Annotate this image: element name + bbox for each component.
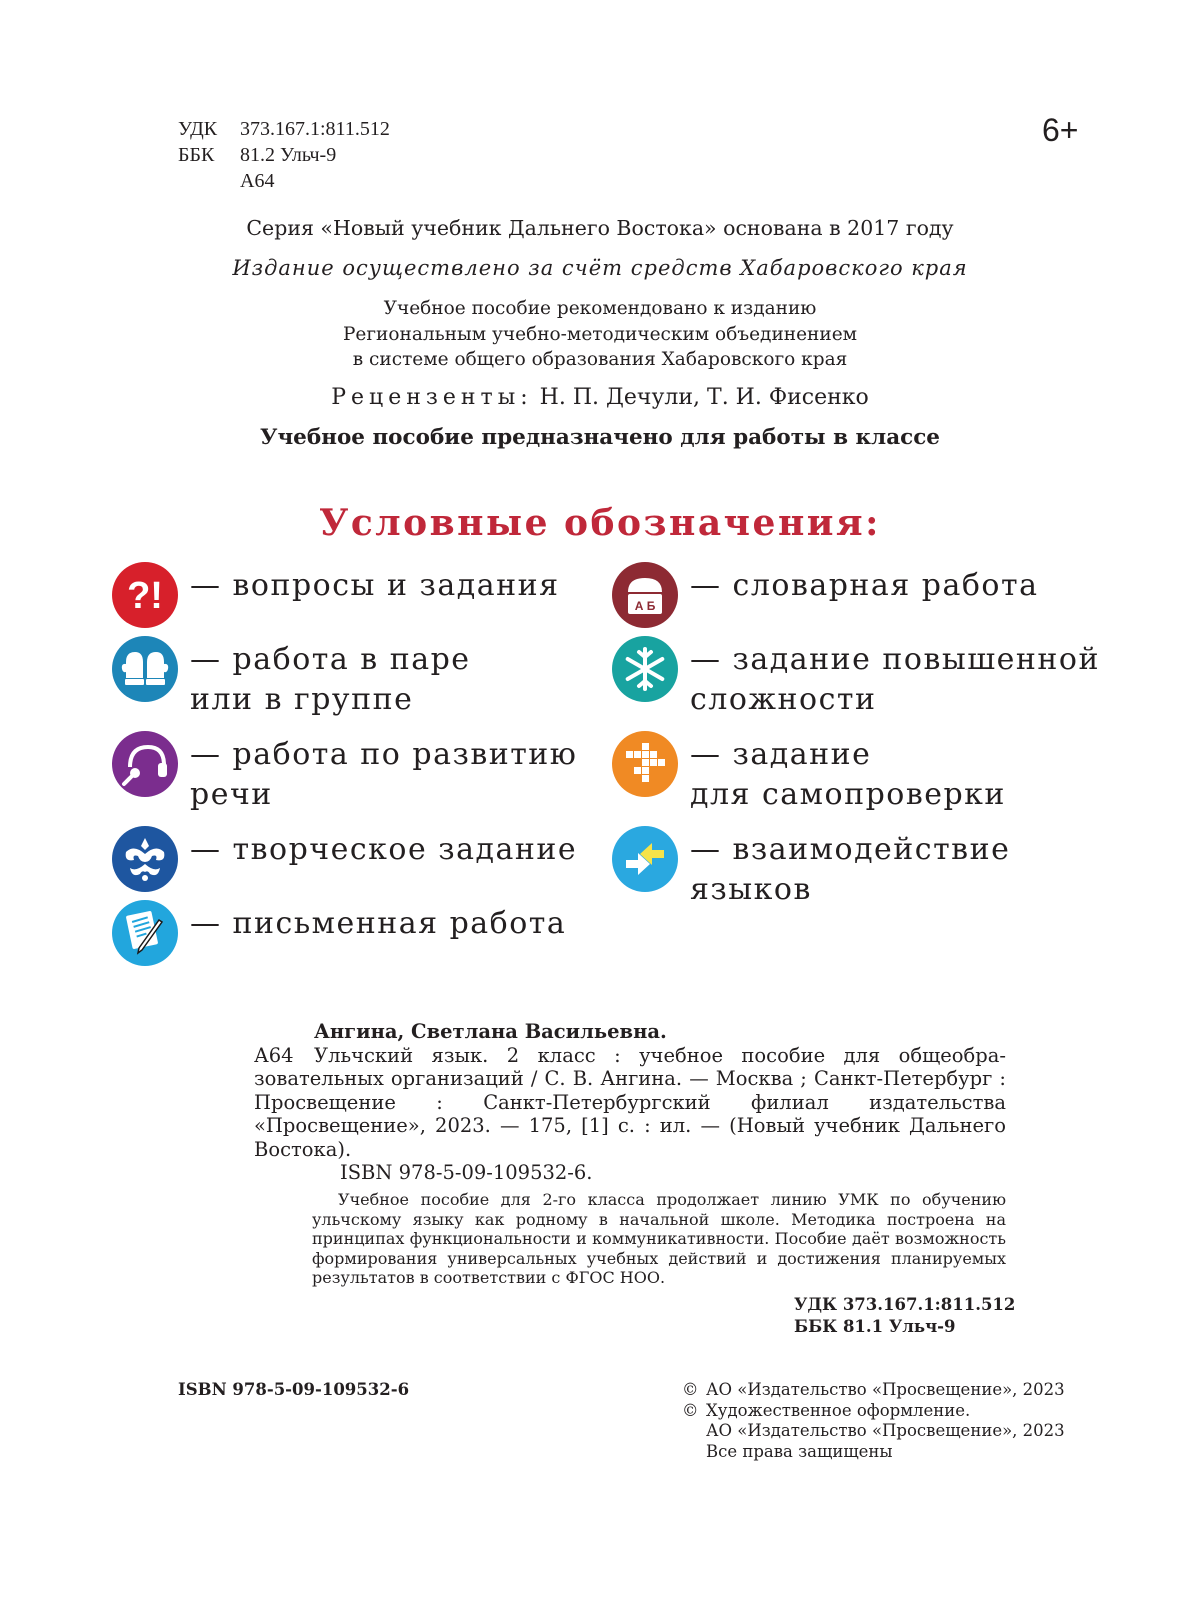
crossword-icon — [612, 731, 678, 797]
recommendation-line: Учебное пособие рекомендовано к изданию — [383, 298, 817, 319]
legend-text: — взаимодействие языков — [690, 832, 1011, 907]
reviewers-names: Н. П. Дечули, Т. И. Фисенко — [539, 385, 869, 410]
legend-item — [612, 731, 1006, 815]
copyright-symbol: © — [682, 1400, 699, 1420]
legend-text: — задание для самопроверки — [690, 737, 1006, 812]
legend-text: — вопросы и задания — [190, 568, 560, 603]
series-line: Серия «Новый учебник Дальнего Востока» основана в 2017 году — [246, 216, 954, 240]
legend-title-part: обозначения: — [564, 502, 881, 544]
legend-item — [612, 562, 1038, 628]
legend-text: — письменная работа — [190, 906, 567, 941]
recommendation-line: в системе общего образования Хабаровского края — [352, 349, 848, 370]
reviewers-label: Рецензенты: — [331, 385, 533, 410]
svg-text:?!: ?! — [127, 575, 163, 617]
annotation: Учебное пособие для 2-го класса продолжает линию УМК по обучению ульчскому языку как родному в начальной школе. Методика построена на принципах функциональности и коммуникативности. Пособие даёт возможность формирования универсальных учебных действий и достижения планируемых результатов в соответствии с ФГОС НОО. — [312, 1190, 1006, 1287]
legend-title-part: Условные — [319, 502, 550, 544]
headset-microphone-icon — [112, 731, 178, 797]
bib-isbn: ISBN 978-5-09-109532-6. — [340, 1161, 593, 1184]
bbk-bottom: ББК 81.1 Ульч-9 — [794, 1317, 956, 1336]
age-rating: 6+ — [1042, 112, 1079, 148]
purpose-line: Учебное пособие предназначено для работы в классе — [260, 425, 940, 450]
legend-text: — работа по развитию речи — [190, 737, 578, 812]
isbn-bottom: ISBN 978-5-09-109532-6 — [178, 1380, 410, 1399]
bibliographic-record — [254, 1020, 1006, 1185]
notepad-pen-icon — [112, 900, 178, 966]
alphabet-chest-icon — [612, 562, 678, 628]
legend-item — [112, 731, 577, 815]
udk-label: УДК — [178, 118, 218, 140]
copyright-line: Художественное оформление. — [706, 1400, 971, 1420]
mittens-icon — [112, 636, 178, 702]
author-mark: А64 — [240, 170, 275, 192]
reviewers — [0, 385, 1200, 410]
ornament-icon — [112, 826, 178, 892]
bib-code: А64 — [254, 1043, 294, 1067]
recommendation — [0, 296, 1200, 373]
legend-item — [612, 636, 1100, 720]
bbk-label: ББК — [178, 144, 215, 166]
copyright-line: Все права защищены — [706, 1441, 893, 1461]
udk-value: 373.167.1:811.512 — [240, 118, 390, 140]
legend-item — [112, 900, 566, 966]
copyright-symbol: © — [682, 1380, 699, 1399]
snowflake-icon — [612, 636, 678, 702]
legend-title — [0, 502, 1200, 544]
bbk-value: 81.2 Ульч-9 — [240, 144, 337, 166]
legend-text: — творческое задание — [190, 832, 578, 867]
legend-text: — словарная работа — [690, 568, 1039, 603]
legend-text: — задание повышенной сложности — [690, 642, 1100, 717]
chest-letters: А Б — [634, 599, 656, 613]
question-exclamation-icon — [112, 562, 178, 628]
bib-first-line: Ульчский язык. 2 класс : учебное пособие для общеобра- — [314, 1043, 1006, 1067]
legend-item — [612, 826, 1010, 910]
recommendation-line: Региональным учебно-методическим объединением — [342, 323, 858, 345]
funding-line: Издание осуществлено за счёт средств Хабаровского края — [232, 256, 968, 280]
classification-codes — [178, 116, 390, 194]
bib-author: Ангина, Светлана Васильевна. — [314, 1020, 667, 1043]
arrows-exchange-icon — [612, 826, 678, 892]
copyright-line: АО «Издательство «Просвещение», 2023 — [706, 1421, 1065, 1440]
copyright-line: АО «Издательство «Просвещение», 2023 — [706, 1380, 1065, 1399]
legend-item — [112, 826, 577, 892]
legend-text: — работа в паре или в группе — [190, 642, 471, 717]
legend-item — [112, 636, 471, 720]
bottom-codes — [794, 1294, 1015, 1338]
legend-item — [112, 562, 560, 628]
udk-bottom: УДК 373.167.1:811.512 — [794, 1295, 1016, 1314]
copyright-block — [682, 1380, 1082, 1462]
bib-continuation: зовательных организаций / С. В. Ангина. — Москва ; Санкт-Петербург : Просвещение : Санкт-Петербургский филиал издательства «Просвещение», 2023. — 175, [1] с. : ил. — (Новый учебник Дальнего Востока). — [254, 1067, 1006, 1161]
